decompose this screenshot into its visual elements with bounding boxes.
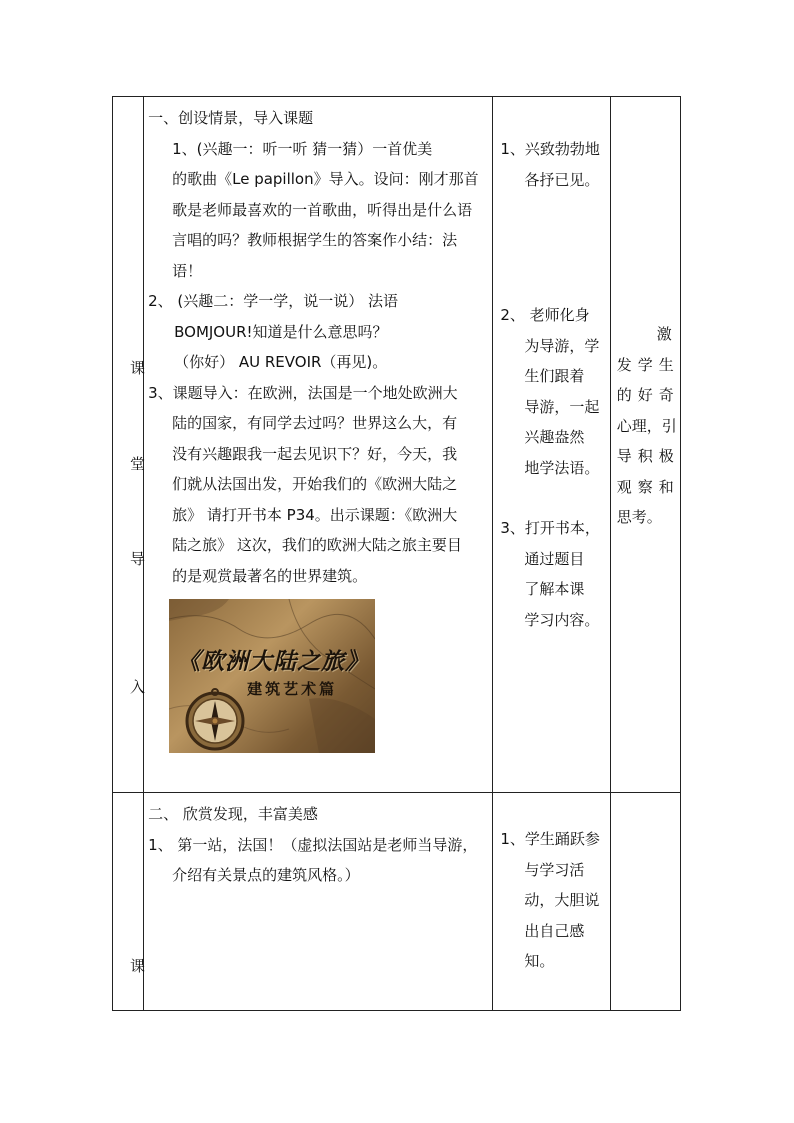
content-line: 1、(兴趣一：听一听 猜一猜）一首优美 xyxy=(172,139,433,158)
intent-line: 观察和 xyxy=(616,477,680,496)
activity-line: 生们跟着 xyxy=(524,367,585,385)
intent-line: 的好奇 xyxy=(616,386,680,404)
teaching-content-cell xyxy=(144,793,493,1011)
content-line: 陆的国家，有同学去过吗？世界这么大，有 xyxy=(172,414,458,432)
activity-line: 了解本课 xyxy=(524,580,585,598)
stage-label-char: 导 xyxy=(130,550,146,568)
stage-label-cell xyxy=(113,793,144,1011)
banner-subtitle: 建筑艺术篇 xyxy=(247,680,338,698)
section-heading: 一、创设情景，导入课题 xyxy=(148,109,314,127)
content-line: 陆之旅》 这次，我们的欧洲大陆之旅主要目 xyxy=(172,536,462,554)
content-line: 2、 (兴趣二：学一学，说一说） 法语 xyxy=(148,292,399,310)
content-line: 语！ xyxy=(172,261,203,280)
content-line: 介绍有关景点的建筑风格。） xyxy=(172,866,360,884)
section-heading: 二、 欣赏发现，丰富美感 xyxy=(148,805,318,823)
table-row xyxy=(113,793,681,1011)
content-line: （你好） AU REVOIR（再见)。 xyxy=(174,353,388,371)
teaching-content-cell xyxy=(144,97,493,793)
activity-line: 出自己感 xyxy=(524,921,585,940)
content-line: BOMJOUR!知道是什么意思吗？ xyxy=(174,322,388,341)
activity-line: 兴趣盎然 xyxy=(524,428,585,446)
stage-label-char: 入 xyxy=(130,678,146,696)
content-line: 3、课题导入：在欧洲，法国是一个地处欧洲大 xyxy=(148,383,458,402)
stage-label-char: 课 xyxy=(130,957,146,975)
activity-line: 与学习活 xyxy=(524,860,585,879)
banner-title: 《欧洲大陆之旅》 xyxy=(177,648,370,675)
activity-line: 学习内容。 xyxy=(524,610,600,629)
stage-label-cell xyxy=(113,97,144,793)
intent-line: 发学生 xyxy=(616,355,680,374)
student-activity-cell xyxy=(493,97,610,793)
activity-line: 2、 老师化身 xyxy=(500,306,590,324)
content-line: 1、 第一站，法国！（虚拟法国站是老师当导游， xyxy=(148,835,478,854)
content-line: 们就从法国出发，开始我们的《欧洲大陆之 xyxy=(172,475,458,493)
activity-line: 为导游，学 xyxy=(524,336,600,355)
student-activity-cell xyxy=(493,793,610,1011)
intent-line: 思考。 xyxy=(616,508,662,526)
content-line: 言唱的吗？教师根据学生的答案作小结：法 xyxy=(172,231,458,249)
activity-line: 各抒已见。 xyxy=(524,170,600,189)
stage-label-char: 课 xyxy=(130,359,146,377)
compass-icon xyxy=(183,687,247,751)
intent-line: 导积极 xyxy=(616,447,680,465)
content-line: 的歌曲《Le papillon》导入。设问：刚才那首 xyxy=(172,170,479,188)
activity-line: 动，大胆说 xyxy=(524,891,600,909)
design-intent-cell xyxy=(610,793,680,1011)
intent-line: 激 xyxy=(656,325,672,343)
course-banner-image xyxy=(169,599,375,753)
lesson-plan-table xyxy=(112,96,681,1011)
activity-line: 导游，一起 xyxy=(524,397,600,416)
intent-line: 心理，引 xyxy=(616,416,677,435)
activity-line: 地学法语。 xyxy=(524,458,600,477)
content-line: 没有兴趣跟我一起去见识下？好，今天，我 xyxy=(172,444,458,463)
activity-line: 1、兴致勃勃地 xyxy=(500,140,600,158)
activity-line: 通过题目 xyxy=(524,549,585,568)
content-line: 歌是老师最喜欢的一首歌曲，听得出是什么语 xyxy=(172,200,473,219)
activity-line: 3、打开书本， xyxy=(500,519,600,537)
activity-line: 知。 xyxy=(524,952,555,970)
content-line: 的是观赏最著名的世界建筑。 xyxy=(172,566,368,585)
stage-label-char: 堂 xyxy=(130,455,146,473)
activity-line: 1、学生踊跃参 xyxy=(500,830,600,848)
table-row xyxy=(113,97,681,793)
design-intent-cell xyxy=(610,97,680,793)
content-line: 旅》 请打开书本 P34。出示课题：《欧洲大 xyxy=(172,505,458,524)
